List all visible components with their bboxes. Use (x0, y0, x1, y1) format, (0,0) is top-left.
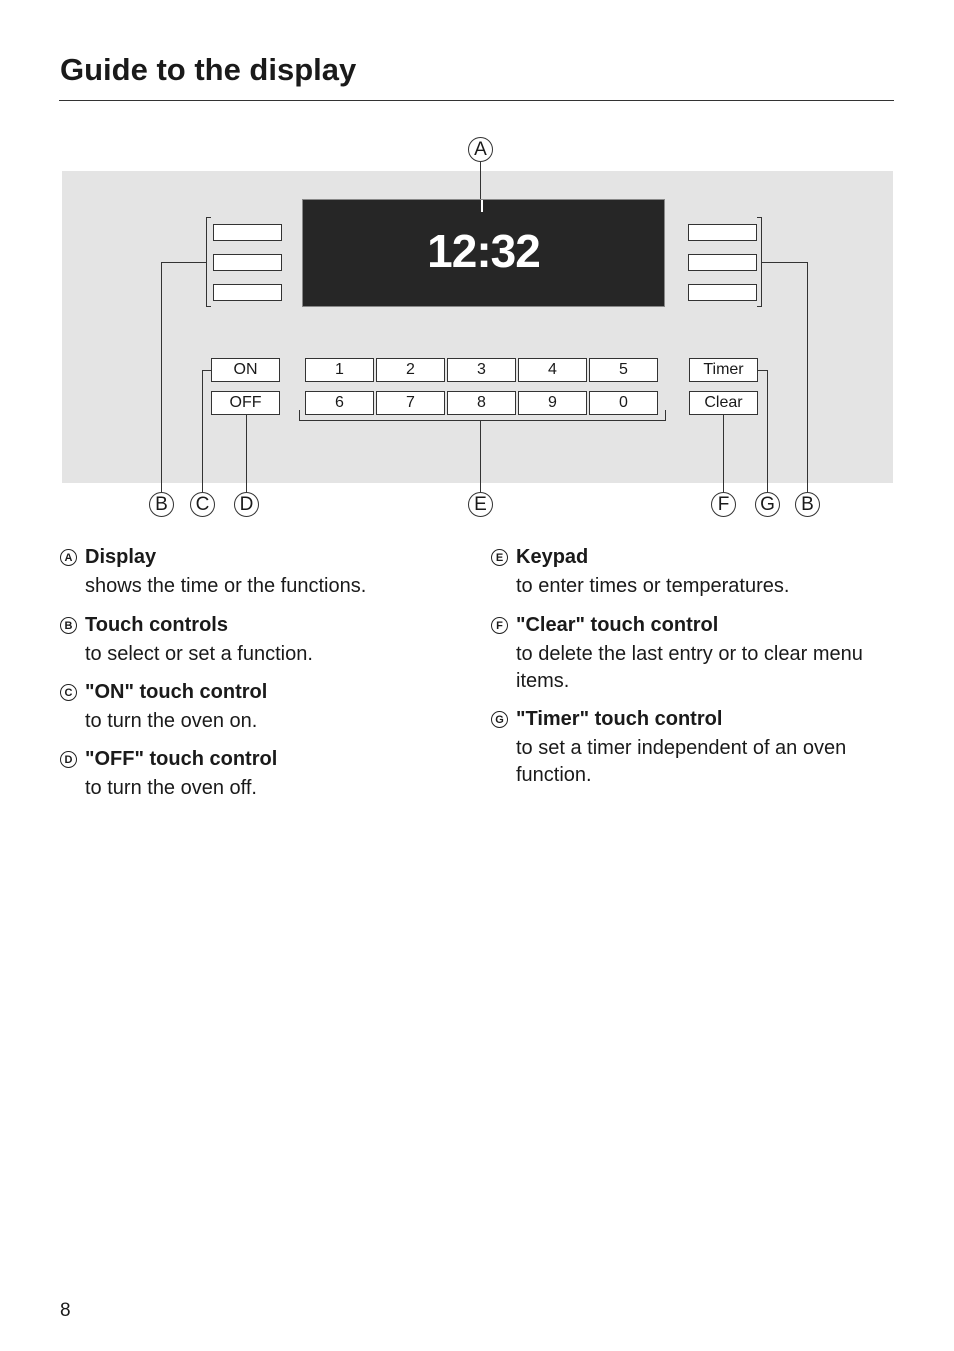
legend-desc-e: to enter times or temperatures. (516, 575, 790, 597)
right-bracket-bottom (757, 306, 762, 307)
legend-title-f: "Clear" touch control (516, 614, 719, 636)
legend-desc-g: to set a timer independent of an oven function. (516, 737, 847, 786)
legend-title-b: Touch controls (85, 614, 228, 636)
legend-badge-c: C (60, 684, 77, 701)
callout-b-right-v (807, 262, 808, 492)
callout-f-line (723, 415, 724, 492)
callout-c: C (190, 492, 215, 517)
callout-b-left-h (161, 262, 206, 263)
title-divider (59, 100, 894, 101)
key-0[interactable]: 0 (589, 391, 658, 415)
legend-desc-f: to delete the last entry or to clear menu items. (516, 643, 863, 692)
key-8[interactable]: 8 (447, 391, 516, 415)
callout-g: G (755, 492, 780, 517)
key-7[interactable]: 7 (376, 391, 445, 415)
key-4[interactable]: 4 (518, 358, 587, 382)
key-1[interactable]: 1 (305, 358, 374, 382)
legend-title-a: Display (85, 546, 157, 568)
callout-a-line (480, 162, 481, 199)
page-number: 8 (60, 1300, 71, 1321)
left-bracket-bottom (206, 306, 211, 307)
callout-f: F (711, 492, 736, 517)
legend-badge-d: D (60, 751, 77, 768)
legend-badge-b: B (60, 617, 77, 634)
key-3[interactable]: 3 (447, 358, 516, 382)
key-9[interactable]: 9 (518, 391, 587, 415)
callout-b-left: B (149, 492, 174, 517)
callout-c-v (202, 370, 203, 492)
right-touch-control-3[interactable] (688, 284, 757, 301)
right-touch-control-2[interactable] (688, 254, 757, 271)
clear-button[interactable]: Clear (689, 391, 758, 415)
legend-title-e: Keypad (516, 546, 589, 568)
display-tick (481, 200, 483, 212)
legend-badge-f: F (491, 617, 508, 634)
callout-d: D (234, 492, 259, 517)
callout-b-left-v (161, 262, 162, 492)
keypad-bracket-bottom (299, 420, 666, 421)
timer-button[interactable]: Timer (689, 358, 758, 382)
left-touch-control-3[interactable] (213, 284, 282, 301)
callout-a: A (468, 137, 493, 162)
right-bracket-top (757, 217, 762, 218)
left-touch-control-2[interactable] (213, 254, 282, 271)
left-bracket-top (206, 217, 211, 218)
legend-badge-g: G (491, 711, 508, 728)
callout-b-right: B (795, 492, 820, 517)
page-title: Guide to the display (60, 52, 357, 87)
legend-title-d: "OFF" touch control (85, 748, 278, 770)
right-touch-control-1[interactable] (688, 224, 757, 241)
key-2[interactable]: 2 (376, 358, 445, 382)
legend-desc-d: to turn the oven off. (85, 777, 257, 799)
display-time: 12:32 (427, 225, 540, 277)
key-6[interactable]: 6 (305, 391, 374, 415)
oven-display (302, 199, 665, 307)
callout-c-h (202, 370, 211, 371)
key-5[interactable]: 5 (589, 358, 658, 382)
callout-g-v (767, 370, 768, 492)
off-button[interactable]: OFF (211, 391, 280, 415)
legend-title-g: "Timer" touch control (516, 708, 723, 730)
legend-badge-e: E (491, 549, 508, 566)
callout-e-line (480, 420, 481, 492)
on-button[interactable]: ON (211, 358, 280, 382)
legend-desc-a: shows the time or the functions. (85, 575, 367, 597)
callout-d-line (246, 415, 247, 492)
callout-b-right-h (762, 262, 808, 263)
callout-e: E (468, 492, 493, 517)
callout-g-h (758, 370, 767, 371)
legend-desc-c: to turn the oven on. (85, 710, 258, 732)
left-touch-control-1[interactable] (213, 224, 282, 241)
legend-badge-a: A (60, 549, 77, 566)
legend-desc-b: to select or set a function. (85, 643, 313, 665)
legend-title-c: "ON" touch control (85, 681, 268, 703)
left-bracket-line (206, 217, 207, 307)
